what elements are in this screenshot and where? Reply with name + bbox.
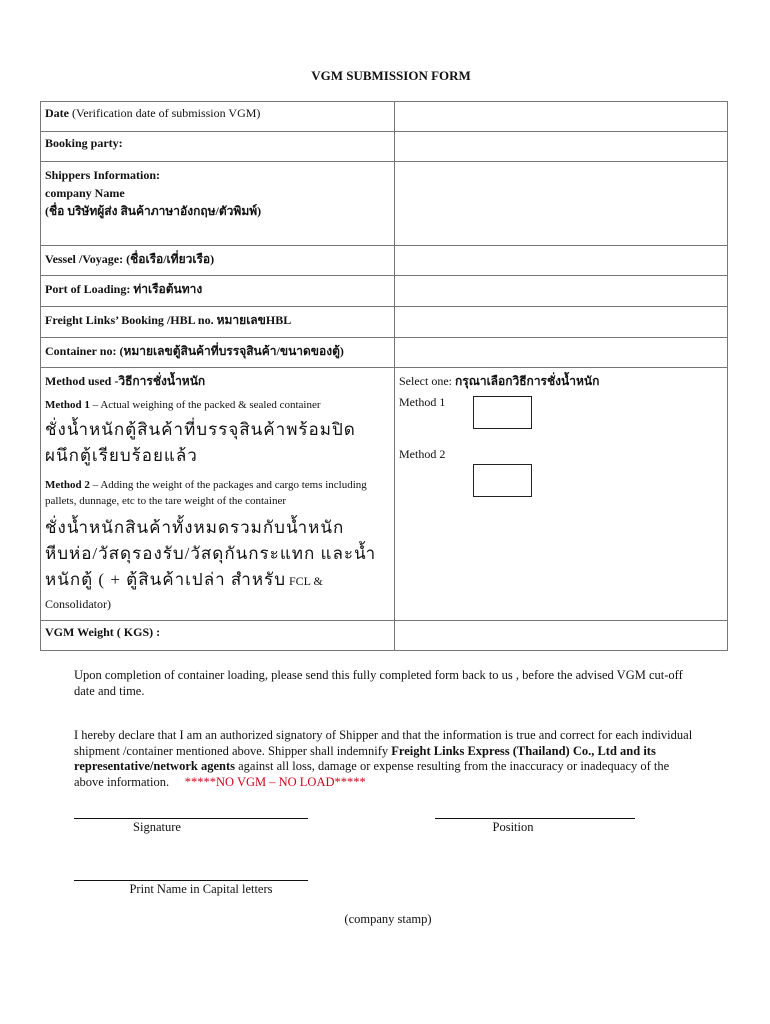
vessel-cell (41, 246, 395, 276)
container-cell (41, 338, 395, 368)
method-description-cell (41, 368, 395, 621)
shippers-info-input-cell[interactable] (395, 162, 728, 246)
select-one-thai: กรุณาเลือกวิธีการชั่งน้ำหนัก (451, 374, 600, 388)
port-label: Port of Loading: (45, 282, 131, 296)
container-label: Container no: (45, 344, 117, 358)
signature-line[interactable] (74, 818, 308, 819)
booking-hbl-label: Freight Links’ Booking /HBL no. (45, 313, 214, 327)
method-used-thai: วิธีการชั่งน้ำหนัก (118, 374, 206, 388)
port-cell (41, 276, 395, 307)
print-name-label: Print Name in Capital letters (129, 882, 273, 896)
method2-thai: ชั่งน้ำหนักสินค้าทั้งหมดรวมกับน้ำหนักหีบห่อ/วัสดุรองรับ/วัสดุกันกระแทก และน้ำหนักตู้ ( + ตู้สินค้าเปล่า สำหรับ (45, 518, 377, 589)
method-select-cell (395, 368, 728, 621)
vgm-form-table (40, 101, 728, 651)
method1-label: Method 1 (45, 399, 90, 411)
method-used-label: Method used - (45, 374, 119, 388)
company-name-label: company Name (45, 186, 125, 200)
row-vessel (41, 246, 728, 276)
company-stamp-label: (company stamp) (344, 912, 432, 926)
row-booking-hbl (41, 307, 728, 338)
vessel-thai: (ชื่อเรือ/เที่ยวเรือ) (123, 252, 215, 266)
date-note: (Verification date of submission VGM) (69, 106, 261, 120)
date-label-cell (41, 102, 395, 132)
row-method (41, 368, 728, 621)
booking-party-label: Booking party: (41, 132, 395, 162)
row-booking-party (41, 132, 728, 162)
no-vgm-warning: *****NO VGM – NO LOAD***** (184, 774, 366, 789)
row-port (41, 276, 728, 307)
method2-desc: – Adding the weight of the packages and cargo tems including pallets, dunnage, etc to the tare weight of the container (45, 479, 367, 507)
declaration-text-1: I hereby declare that I am an authorized signatory of Shipper and that the information is true and correct for each individual shipment /container mentioned above. Shipper shall indemnify (74, 728, 693, 758)
declaration-paragraph (74, 728, 699, 790)
method1-thai: ชั่งน้ำหนักตู้สินค้าที่บรรจุสินค้าพร้อมปิดผนึกตู้เรียบร้อยแล้ว (45, 420, 356, 465)
position-label: Position (492, 820, 534, 834)
shippers-info-cell (41, 162, 395, 246)
method2-label: Method 2 (45, 479, 90, 491)
print-name-line[interactable] (74, 880, 308, 881)
vgm-weight-label: VGM Weight ( KGS) : (41, 621, 395, 651)
row-date (41, 102, 728, 132)
position-line[interactable] (435, 818, 635, 819)
vgm-weight-input-cell[interactable] (395, 621, 728, 651)
method1-checkbox[interactable] (473, 396, 532, 429)
booking-hbl-cell (41, 307, 395, 338)
vessel-label: Vessel /Voyage: (45, 252, 124, 266)
container-thai: (หมายเลขตู้สินค้าที่บรรจุสินค้า/ขนาดของตู้) (116, 344, 344, 358)
booking-hbl-thai: หมายเลข (213, 313, 266, 327)
booking-hbl-input-cell[interactable] (395, 307, 728, 338)
container-input-cell[interactable] (395, 338, 728, 368)
row-container (41, 338, 728, 368)
method1-desc: – Actual weighing of the packed & sealed container (89, 399, 321, 411)
booking-party-input-cell[interactable] (395, 132, 728, 162)
shippers-info-label: Shippers Information: (45, 168, 161, 182)
row-vgm-weight (41, 621, 728, 651)
company-name-thai: (ชื่อ บริษัทผู้ส่ง สินค้าภาษาอังกฤษ/ตัวพิมพ์) (45, 204, 262, 218)
date-label: Date (45, 106, 69, 120)
date-input-cell[interactable] (395, 102, 728, 132)
signature-label: Signature (133, 820, 181, 834)
port-input-cell[interactable] (395, 276, 728, 307)
booking-hbl-suffix: HBL (265, 313, 292, 327)
port-thai: ท่าเรือต้นทาง (130, 282, 203, 296)
declaration-text-2: against all loss, damage or expense resulting from the inaccuracy or inadequacy of the above information. (74, 759, 670, 789)
vessel-input-cell[interactable] (395, 246, 728, 276)
row-shippers-info (41, 162, 728, 246)
method2-fcl: FCL & Consolidator) (45, 574, 323, 611)
method1-option-label: Method 1 (399, 395, 446, 409)
method2-checkbox[interactable] (473, 464, 532, 497)
instructions-text: Upon completion of container loading, please send this fully completed form back to us , before the advised VGM cut-off date and time. (74, 668, 683, 698)
form-title: VGM SUBMISSION FORM (311, 68, 471, 83)
declaration-company: Freight Links Express (Thailand) Co., Ltd and its representative/network agents (74, 743, 656, 773)
select-one-label: Select one: (399, 374, 452, 388)
method2-option-label: Method 2 (399, 447, 446, 461)
